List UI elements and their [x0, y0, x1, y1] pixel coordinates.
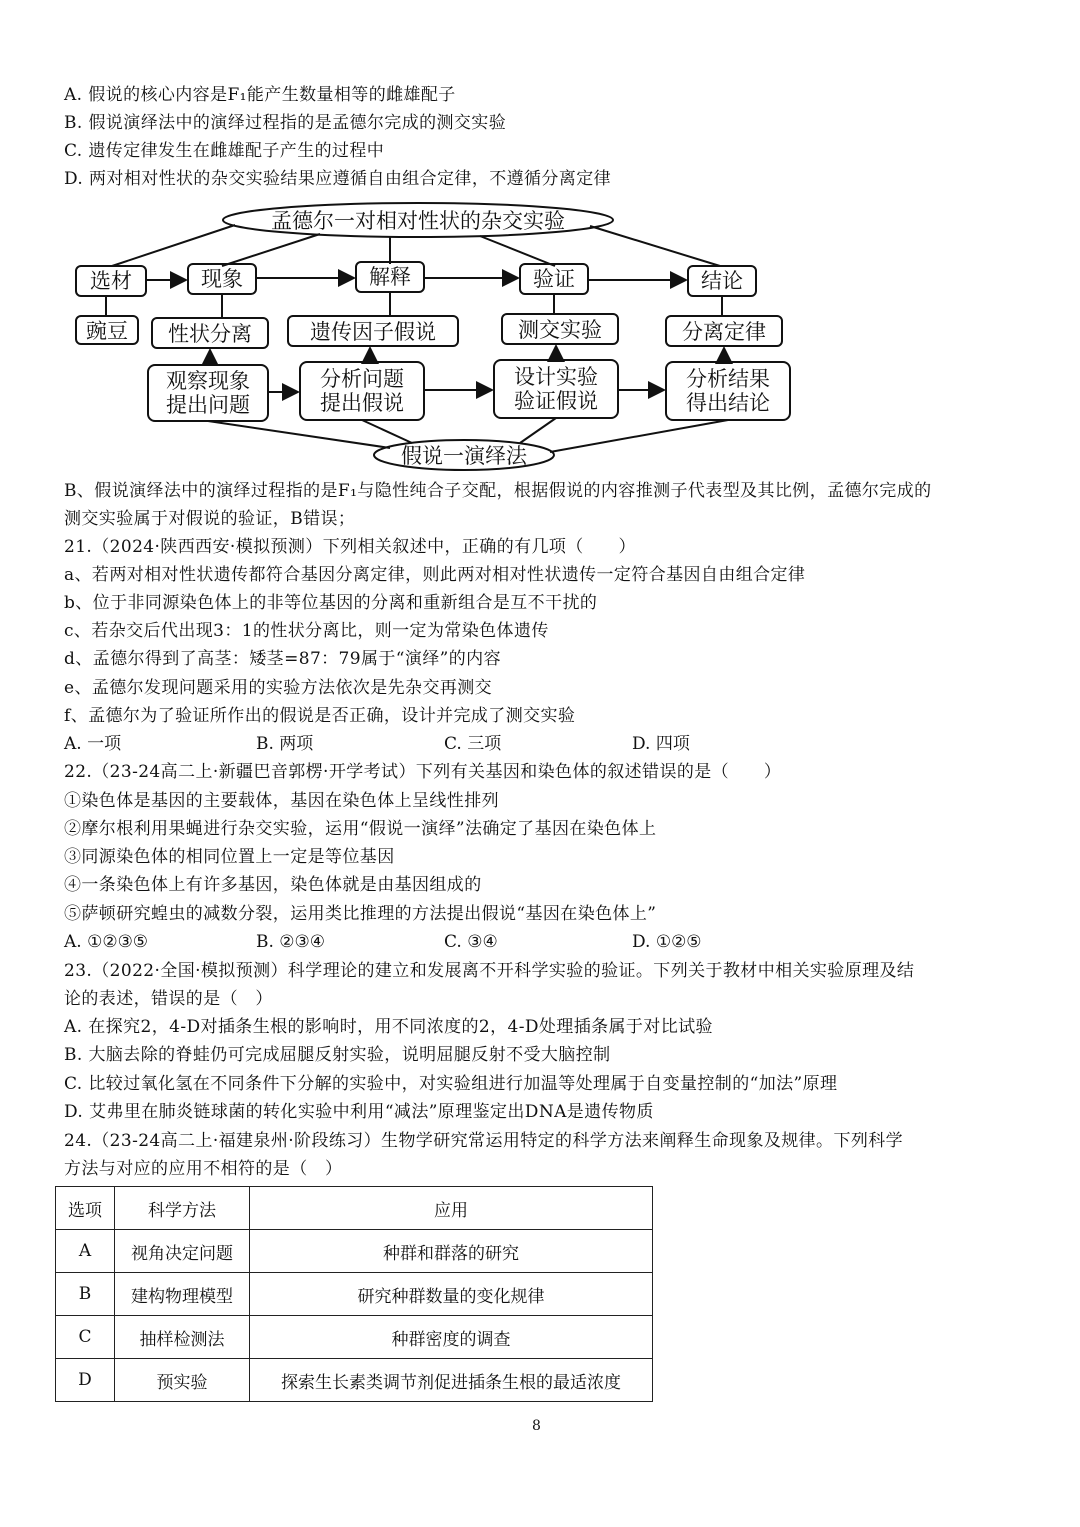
q22-option-d: D. ①②⑤: [632, 932, 702, 952]
result-label-5: 分离定律: [682, 320, 766, 344]
table-cell: 预实验: [115, 1359, 250, 1402]
table-cell: D: [56, 1359, 115, 1402]
table-cell: 视角决定问题: [115, 1230, 250, 1273]
table-row: [56, 1316, 653, 1359]
table-cell: 探索生长素类调节剂促进插条生根的最适浓度: [250, 1359, 653, 1402]
q21-item-d: d、孟德尔得到了高茎：矮茎=87：79属于“演绎”的内容: [64, 649, 501, 669]
prev-option-d: D. 两对相对性状的杂交实验结果应遵循自由组合定律，不遵循分离定律: [64, 169, 612, 189]
q23-stem-line-2: 论的表述，错误的是（ ）: [64, 989, 273, 1009]
q21-item-b: b、位于非同源染色体上的非等位基因的分离和重新组合是互不干扰的: [64, 593, 598, 613]
process-1-line-1: 观察现象: [166, 369, 250, 393]
process-2-line-1: 分析问题: [320, 367, 404, 391]
step-label-3: 解释: [369, 265, 411, 289]
step-label-2: 现象: [201, 267, 243, 291]
q23-option-d: D. 艾弗里在肺炎链球菌的转化实验中利用“减法”原理鉴定出DNA是遗传物质: [64, 1102, 654, 1122]
process-2-line-2: 提出假说: [320, 391, 404, 415]
q22-item-3: ③同源染色体的相同位置上一定是等位基因: [64, 847, 395, 867]
process-4-line-2: 得出结论: [686, 391, 770, 415]
table-cell: 研究种群数量的变化规律: [250, 1273, 653, 1316]
table-cell: 种群和群落的研究: [250, 1230, 653, 1273]
process-3-line-2: 验证假说: [514, 389, 598, 413]
table-row: [56, 1230, 653, 1273]
table-header-cell: 选项: [56, 1187, 115, 1230]
table-row: [56, 1273, 653, 1316]
explanation-line-1: B、假说演绎法中的演绎过程指的是F₁与隐性纯合子交配，根据假说的内容推测子代表型及其比例，孟德尔完成的: [64, 481, 932, 501]
q22-option-a: A. ①②③⑤: [64, 932, 149, 952]
step-label-1: 选材: [90, 269, 132, 293]
table-cell: 建构物理模型: [115, 1273, 250, 1316]
q21-item-a: a、若两对相对性状遗传都符合基因分离定律，则此两对相对性状遗传一定符合基因自由组合定律: [64, 565, 806, 585]
q22-item-1: ①染色体是基因的主要载体，基因在染色体上呈线性排列: [64, 791, 499, 811]
table-cell: A: [56, 1230, 115, 1273]
process-1-line-2: 提出问题: [166, 393, 250, 417]
table-cell: C: [56, 1316, 115, 1359]
q21-option-d: D. 四项: [632, 734, 690, 754]
prev-option-a: A. 假说的核心内容是F₁能产生数量相等的雌雄配子: [64, 85, 456, 105]
result-label-1: 豌豆: [86, 319, 128, 343]
q21-stem: 21.（2024·陕西西安·模拟预测）下列相关叙述中，正确的有几项（ ）: [64, 537, 636, 557]
step-label-4: 验证: [533, 267, 575, 291]
process-3-line-1: 设计实验: [514, 365, 598, 389]
table-cell: B: [56, 1273, 115, 1316]
q22-stem: 22.（23-24高二上·新疆巴音郭楞·开学考试）下列有关基因和染色体的叙述错误的是（ ）: [64, 762, 782, 782]
q23-stem-line-1: 23.（2022·全国·模拟预测）科学理论的建立和发展离不开科学实验的验证。下列关于教材中相关实验原理及结: [64, 961, 915, 981]
prev-option-c: C. 遗传定律发生在雌雄配子产生的过程中: [64, 141, 385, 161]
q24-table: [55, 1186, 653, 1402]
table-header-row: [56, 1187, 653, 1230]
process-4-line-1: 分析结果: [686, 367, 770, 391]
table-header-cell: 应用: [250, 1187, 653, 1230]
bottom-title: 假说一演绎法: [401, 444, 527, 468]
q22-item-5: ⑤萨顿研究蝗虫的减数分裂，运用类比推理的方法提出假说“基因在染色体上”: [64, 904, 657, 924]
q21-item-f: f、孟德尔为了验证所作出的假说是否正确，设计并完成了测交实验: [64, 706, 576, 726]
q22-item-4: ④一条染色体上有许多基因，染色体就是由基因组成的: [64, 875, 482, 895]
prev-option-b: B. 假说演绎法中的演绎过程指的是孟德尔完成的测交实验: [64, 113, 507, 133]
q21-option-b: B. 两项: [256, 734, 314, 754]
step-label-5: 结论: [701, 269, 743, 293]
q24-stem-line-2: 方法与对应的应用不相符的是（ ）: [64, 1159, 343, 1179]
explanation-line-2: 测交实验属于对假说的验证，B错误；: [64, 509, 356, 529]
table-cell: 种群密度的调查: [250, 1316, 653, 1359]
page-number: 8: [532, 1418, 541, 1434]
table-cell: 抽样检测法: [115, 1316, 250, 1359]
result-label-4: 测交实验: [518, 318, 602, 342]
q21-option-c: C. 三项: [444, 734, 502, 754]
result-label-2: 性状分离: [168, 322, 252, 346]
q21-item-e: e、孟德尔发现问题采用的实验方法依次是先杂交再测交: [64, 678, 493, 698]
q22-item-2: ②摩尔根利用果蝇进行杂交实验，运用“假说一演绎”法确定了基因在染色体上: [64, 819, 657, 839]
table-row: [56, 1359, 653, 1402]
q22-option-c: C. ③④: [444, 932, 498, 952]
q21-option-a: A. 一项: [64, 734, 122, 754]
q23-option-c: C. 比较过氧化氢在不同条件下分解的实验中，对实验组进行加温等处理属于自变量控制的“加法”原理: [64, 1074, 838, 1094]
q24-stem-line-1: 24.（23-24高二上·福建泉州·阶段练习）生物学研究常运用特定的科学方法来阐释生命现象及规律。下列科学: [64, 1131, 904, 1151]
table-header-cell: 科学方法: [115, 1187, 250, 1230]
q22-option-b: B. ②③④: [256, 932, 326, 952]
q21-item-c: c、若杂交后代出现3：1的性状分离比，则一定为常染色体遗传: [64, 621, 549, 641]
q23-option-b: B. 大脑去除的脊蛙仍可完成屈腿反射实验，说明屈腿反射不受大脑控制: [64, 1045, 611, 1065]
q23-option-a: A. 在探究2，4-D对插条生根的影响时，用不同浓度的2，4-D处理插条属于对比试验: [64, 1017, 713, 1037]
mendel-flow-diagram: [60, 198, 800, 473]
result-label-3: 遗传因子假说: [310, 320, 436, 344]
top-title: 孟德尔一对相对性状的杂交实验: [271, 209, 565, 233]
